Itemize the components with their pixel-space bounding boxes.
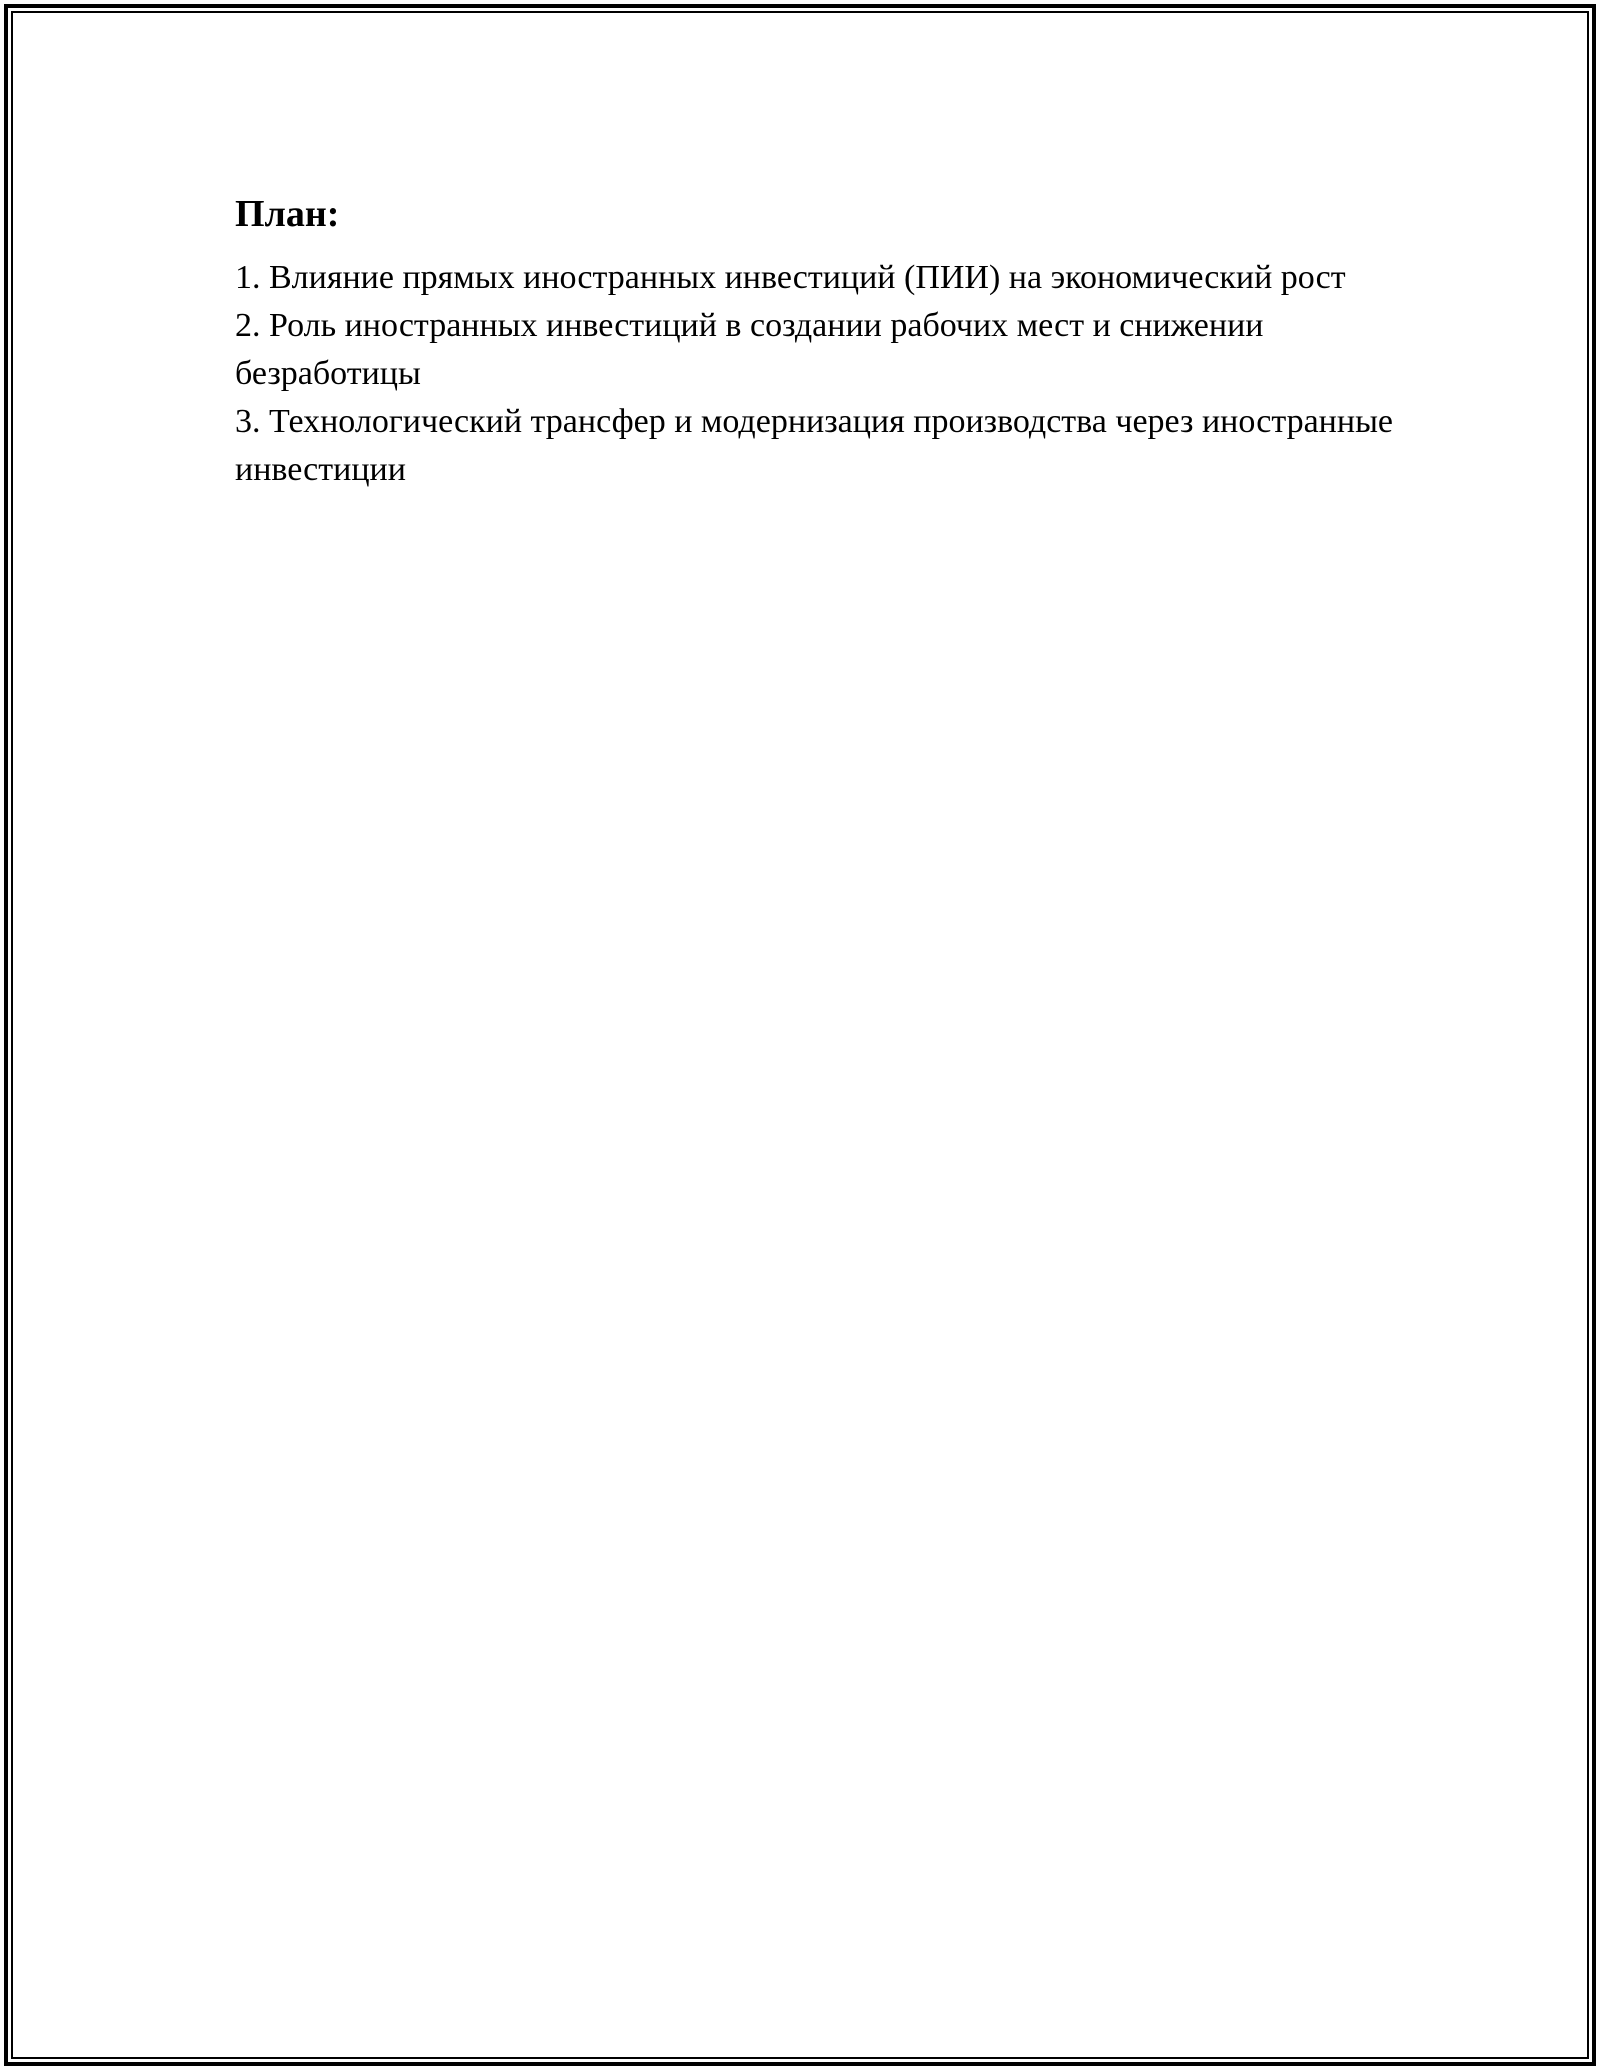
- plan-list: [235, 254, 1415, 494]
- plan-item: 3. Технологический трансфер и модернизация производства через иностранные инвестиции: [235, 403, 1394, 488]
- plan-item: 2. Роль иностранных инвестиций в создании рабочих мест и снижении безработицы: [235, 307, 1264, 392]
- plan-item: 1. Влияние прямых иностранных инвестиций (ПИИ) на экономический рост: [235, 259, 1346, 296]
- document-body: [235, 186, 1415, 494]
- plan-heading: План:: [235, 193, 340, 235]
